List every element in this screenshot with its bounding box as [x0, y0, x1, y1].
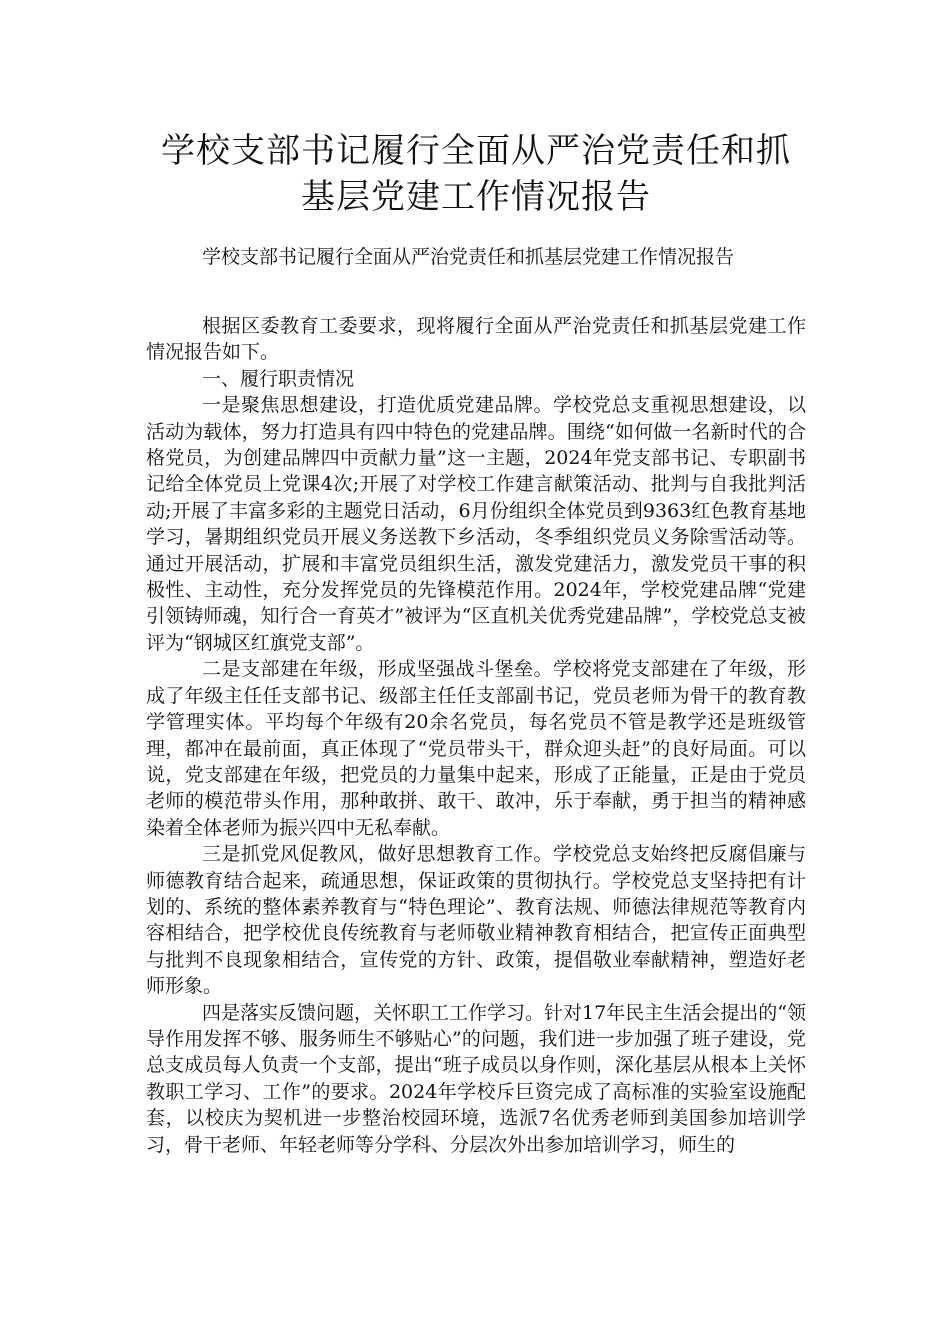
title-line-1: 学校支部书记履行全面从严治党责任和抓	[161, 131, 791, 171]
paragraph-point-2: 二是支部建在年级，形成坚强战斗堡垒。学校将党支部建在了年级，形成了年级主任任支部书记、级部主任任支部副书记，党员老师为骨干的教育教学管理实体。平均每个年级有20余名党员，每名党员不管是教学还是班级管理，都冲在最前面，真正体现了“党员带头干，群众迎头赶”的良好局面。可以说，党支部建在年级，把党员的力量集中起来，形成了正能量，正是由于党员老师的模范带头作用，那种敢拼、敢干、敢冲，乐于奉献，勇于担当的精神感染着全体老师为振兴四中无私奉献。	[146, 658, 806, 839]
paragraph-point-4: 四是落实反馈问题，关怀职工工作学习。针对17年民主生活会提出的“领导作用发挥不够、服务师生不够贴心”的问题，我们进一步加强了班子建设，党总支成员每人负责一个支部，提出“班子成员以身作则，深化基层从根本上关怀教职工学习、工作”的要求。2024年学校斥巨资完成了高标准的实验室设施配套，以校庆为契机进一步整治校园环境，选派7名优秀老师到美国参加培训学习，骨干老师、年轻老师等分学科、分层次外出参加培训学习，师生的	[146, 1001, 806, 1156]
title-line-2: 基层党建工作情况报告	[301, 177, 651, 217]
paragraph-point-3: 三是抓党风促教风，做好思想教育工作。学校党总支始终把反腐倡廉与师德教育结合起来，疏通思想，保证政策的贯彻执行。学校党总支坚持把有计划的、系统的整体素养教育与“特色理论”、教育法规、师德法律规范等教育内容相结合，把学校优良传统教育与老师敬业精神教育相结合，把宣传正面典型与批判不良现象相结合，宣传党的方针、政策，提倡敬业奉献精神，塑造好老师形象。	[146, 843, 806, 998]
document-body	[146, 313, 806, 1158]
document-subtitle: 学校支部书记履行全面从严治党责任和抓基层党建工作情况报告	[202, 246, 735, 268]
document-title	[146, 128, 806, 220]
document-page	[146, 128, 806, 1158]
section-heading-duties: 一、履行职责情况	[202, 367, 355, 390]
paragraph-point-1: 一是聚焦思想建设，打造优质党建品牌。学校党总支重视思想建设，以活动为载体，努力打造具有四中特色的党建品牌。围绕“如何做一名新时代的合格党员，为创建品牌四中贡献力量”这一主题，2024年党支部书记、专职副书记给全体党员上党课4次;开展了对学校工作建言献策活动、批判与自我批判活动;开展了丰富多彩的主题党日活动，6月份组织全体党员到9363红色教育基地学习，暑期组织党员开展义务送教下乡活动，冬季组织党员义务除雪活动等。通过开展活动，扩展和丰富党员组织生活，激发党建活力，激发党员干事的积极性、主动性，充分发挥党员的先锋模范作用。2024年，学校党建品牌“党建引领铸师魂，知行合一育英才”被评为“区直机关优秀党建品牌”，学校党总支被评为“钢城区红旗党支部”。	[146, 394, 806, 654]
paragraph-intro: 根据区委教育工委要求，现将履行全面从严治党责任和抓基层党建工作情况报告如下。	[146, 315, 806, 364]
